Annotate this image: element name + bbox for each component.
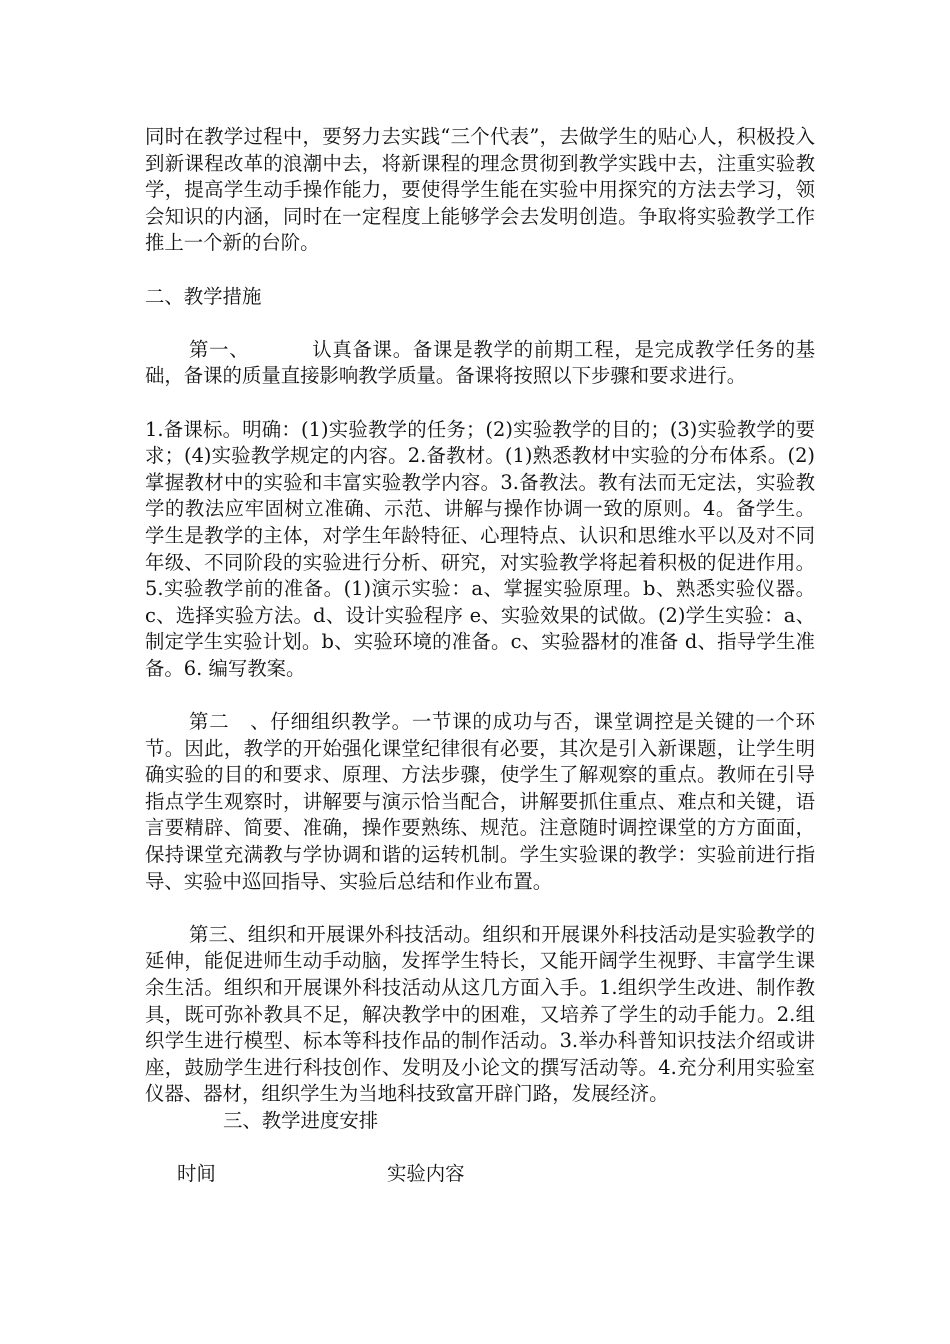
paragraph-gap [145, 895, 815, 922]
paragraph-gap [145, 390, 815, 417]
paragraph-gap [145, 257, 815, 284]
measure-first-label: 第一、 [189, 337, 250, 361]
section-heading-measures: 二、教学措施 [145, 284, 262, 308]
measure-second-body: 、仔细组织教学。一节课的成功与否，课堂调控是关键的一个环节。因此，教学的开始强化课堂纪律很有必要，其次是引入新课题，让学生明确实验的目的和要求、原理、方法步骤，使学生了解观察的重点。教师在引导指点学生观察时，讲解要与演示恰当配合，讲解要抓住重点、难点和关键，语言要精辟、简要、准确，操作要熟练、规范。注意随时调控课堂的方方面面，保持课堂充满教与学协调和谐的运转机制。学生实验课的教学：实验前进行指导、实验中巡回指导、实验后总结和作业布置。 [145, 710, 816, 893]
lesson-prep-steps: 1.备课标。明确：(1)实验教学的任务；(2)实验教学的目的；(3)实验教学的要求；(4)实验教学规定的内容。2.备教材。(1)熟悉教材中实验的分布体系。(2)掌握教材中的实验和丰富实验教学内容。3.备教法。教有法而无定法，实验教学的教法应牢固树立准确、示范、讲解与操作协调一致的原则。4。备学生。学生是教学的主体，对学生年龄特征、心理特点、认识和思维水平以及对不同年级、不同阶段的实验进行分析、研究，对实验教学将起着积极的促进作用。5.实验教学前的准备。(1)演示实验：a、掌握实验原理。b、熟悉实验仪器。c、选择实验方法。d、设计实验程序 e、实验效果的试做。(2)学生实验：a、制定学生实验计划。b、实验环境的准备。c、实验器材的准备 d、指导学生准备。6. 编写教案。 [145, 417, 815, 680]
intro-paragraph: 同时在教学过程中，要努力去实践“三个代表”，去做学生的贴心人，积极投入到新课程改革的浪潮中去，将新课程的理念贯彻到教学实践中去，注重实验教学，提高学生动手操作能力，要使得学生能在实验中用探究的方法去学习，领会知识的内涵，同时在一定程度上能够学会去发明创造。争取将实验教学工作推上一个新的台阶。 [145, 125, 815, 255]
section-heading-schedule: 三、教学进度安排 [223, 1108, 379, 1132]
column-header-content: 实验内容 [387, 1161, 465, 1185]
document-body [145, 124, 815, 1187]
paragraph-gap [145, 310, 815, 337]
measure-first-paragraph [145, 337, 815, 390]
column-header-time: 时间 [177, 1161, 216, 1185]
schedule-table-header [145, 1161, 815, 1188]
measure-second-paragraph [145, 709, 815, 895]
measure-third-paragraph: 第三、组织和开展课外科技活动。组织和开展课外科技活动是实验教学的延伸，能促进师生动手动脑，发挥学生特长，又能开阔学生视野、丰富学生课余生活。组织和开展课外科技活动从这几方面入手。1.组织学生改进、制作教具，既可弥补教具不足，解决教学中的困难，又培养了学生的动手能力。2.组织学生进行模型、标本等科技作品的制作活动。3.举办科普知识技法介绍或讲座，鼓励学生进行科技创作、发明及小论文的撰写活动等。4.充分利用实验室仪器、器材，组织学生为当地科技致富开辟门路，发展经济。 [145, 922, 815, 1106]
measure-first-body: 认真备课。备课是教学的前期工程，是完成教学任务的基础，备课的质量直接影响教学质量。备课将按照以下步骤和要求进行。 [145, 337, 816, 388]
measure-second-label: 第二 [189, 710, 230, 734]
paragraph-gap [145, 682, 815, 709]
